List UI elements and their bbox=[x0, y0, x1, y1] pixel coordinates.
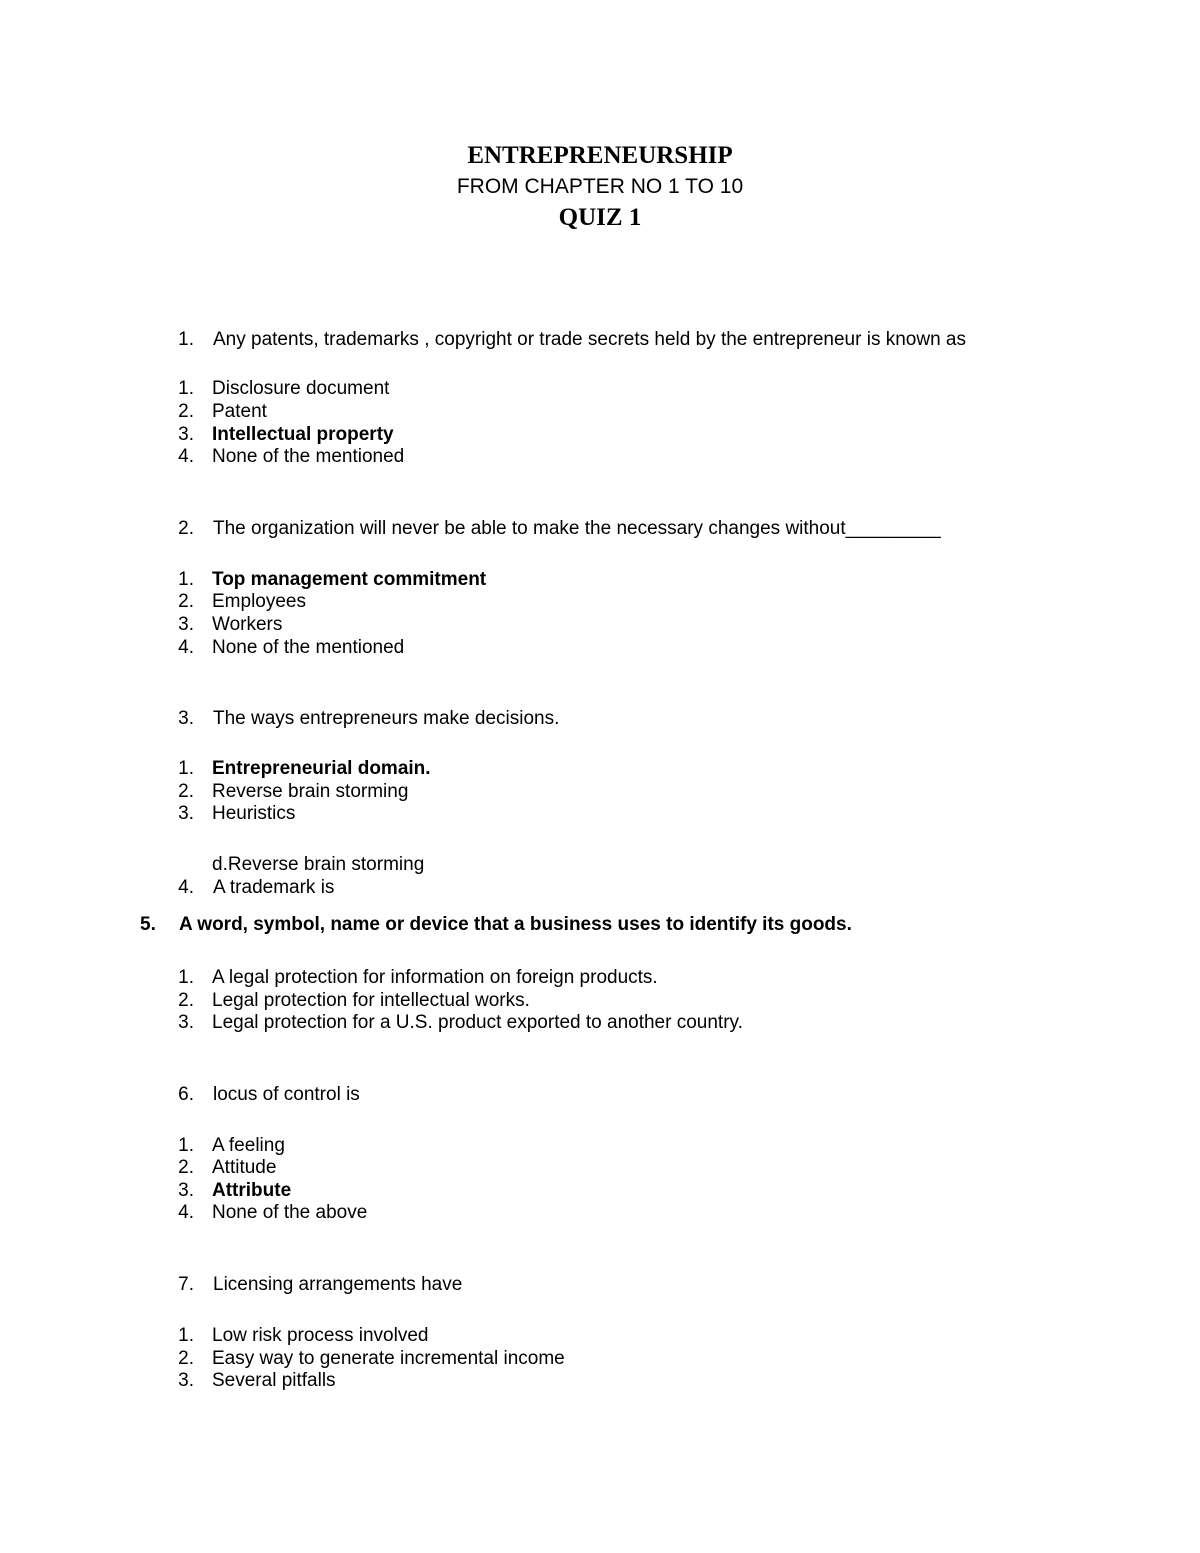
answer-number: 5. bbox=[140, 914, 156, 935]
option-text: Reverse brain storming bbox=[212, 781, 409, 802]
option-number: 2. bbox=[178, 990, 194, 1011]
option-text: A feeling bbox=[212, 1135, 285, 1156]
quiz-title: QUIZ 1 bbox=[558, 204, 642, 231]
option-text: None of the above bbox=[212, 1202, 368, 1223]
option-text-correct: Entrepreneurial domain. bbox=[212, 758, 431, 779]
option-number: 4. bbox=[178, 446, 194, 467]
option-text: Low risk process involved bbox=[212, 1325, 429, 1346]
option-number: 2. bbox=[178, 1157, 194, 1178]
option-number: 3. bbox=[178, 614, 194, 635]
option-number: 2. bbox=[178, 401, 194, 422]
option-number: 1. bbox=[178, 758, 194, 779]
question-text: A trademark is bbox=[213, 877, 335, 898]
answer-text-correct: A word, symbol, name or device that a business uses to identify its goods. bbox=[179, 914, 852, 935]
option-number: 2. bbox=[178, 1348, 194, 1369]
option-number: 3. bbox=[178, 1180, 194, 1201]
option-text: Legal protection for intellectual works. bbox=[212, 990, 530, 1011]
option-text: Heuristics bbox=[212, 803, 296, 824]
question-number: 7. bbox=[178, 1274, 194, 1295]
option-text-correct: Intellectual property bbox=[212, 424, 394, 445]
option-text-correct: Top management commitment bbox=[212, 569, 487, 590]
option-number: 1. bbox=[178, 967, 194, 988]
option-text: Patent bbox=[212, 401, 267, 422]
question-text: Licensing arrangements have bbox=[213, 1274, 463, 1295]
option-number: 3. bbox=[178, 424, 194, 445]
option-number: 2. bbox=[178, 591, 194, 612]
option-number: 3. bbox=[178, 1012, 194, 1033]
option-number: 3. bbox=[178, 803, 194, 824]
question-number: 4. bbox=[178, 877, 194, 898]
question-text: locus of control is bbox=[213, 1084, 360, 1105]
option-number: 1. bbox=[178, 378, 194, 399]
document-subtitle: FROM CHAPTER NO 1 TO 10 bbox=[456, 175, 744, 198]
question-text: The ways entrepreneurs make decisions. bbox=[213, 708, 560, 729]
option-text: None of the mentioned bbox=[212, 637, 405, 658]
option-text: d.Reverse brain storming bbox=[212, 854, 425, 875]
option-text: Disclosure document bbox=[212, 378, 390, 399]
question-text: The organization will never be able to make the necessary changes without_________ bbox=[213, 518, 941, 539]
question-number: 6. bbox=[178, 1084, 194, 1105]
question-number: 1. bbox=[178, 329, 194, 350]
option-text-correct: Attribute bbox=[212, 1180, 292, 1201]
option-text: Workers bbox=[212, 614, 283, 635]
option-text: Legal protection for a U.S. product exported to another country. bbox=[212, 1012, 743, 1033]
option-text: Several pitfalls bbox=[212, 1370, 336, 1391]
option-number: 4. bbox=[178, 637, 194, 658]
option-number: 4. bbox=[178, 1202, 194, 1223]
option-number: 1. bbox=[178, 569, 194, 590]
option-number: 2. bbox=[178, 781, 194, 802]
option-number: 1. bbox=[178, 1135, 194, 1156]
option-text: Easy way to generate incremental income bbox=[212, 1348, 565, 1369]
question-text: Any patents, trademarks , copyright or trade secrets held by the entrepreneur is known as bbox=[213, 329, 966, 350]
option-text: Attitude bbox=[212, 1157, 277, 1178]
question-number: 3. bbox=[178, 708, 194, 729]
option-text: Employees bbox=[212, 591, 306, 612]
option-text: None of the mentioned bbox=[212, 446, 405, 467]
document-title: ENTREPRENEURSHIP bbox=[467, 142, 733, 169]
question-number: 2. bbox=[178, 518, 194, 539]
option-number: 3. bbox=[178, 1370, 194, 1391]
option-text: A legal protection for information on foreign products. bbox=[212, 967, 658, 988]
option-number: 1. bbox=[178, 1325, 194, 1346]
